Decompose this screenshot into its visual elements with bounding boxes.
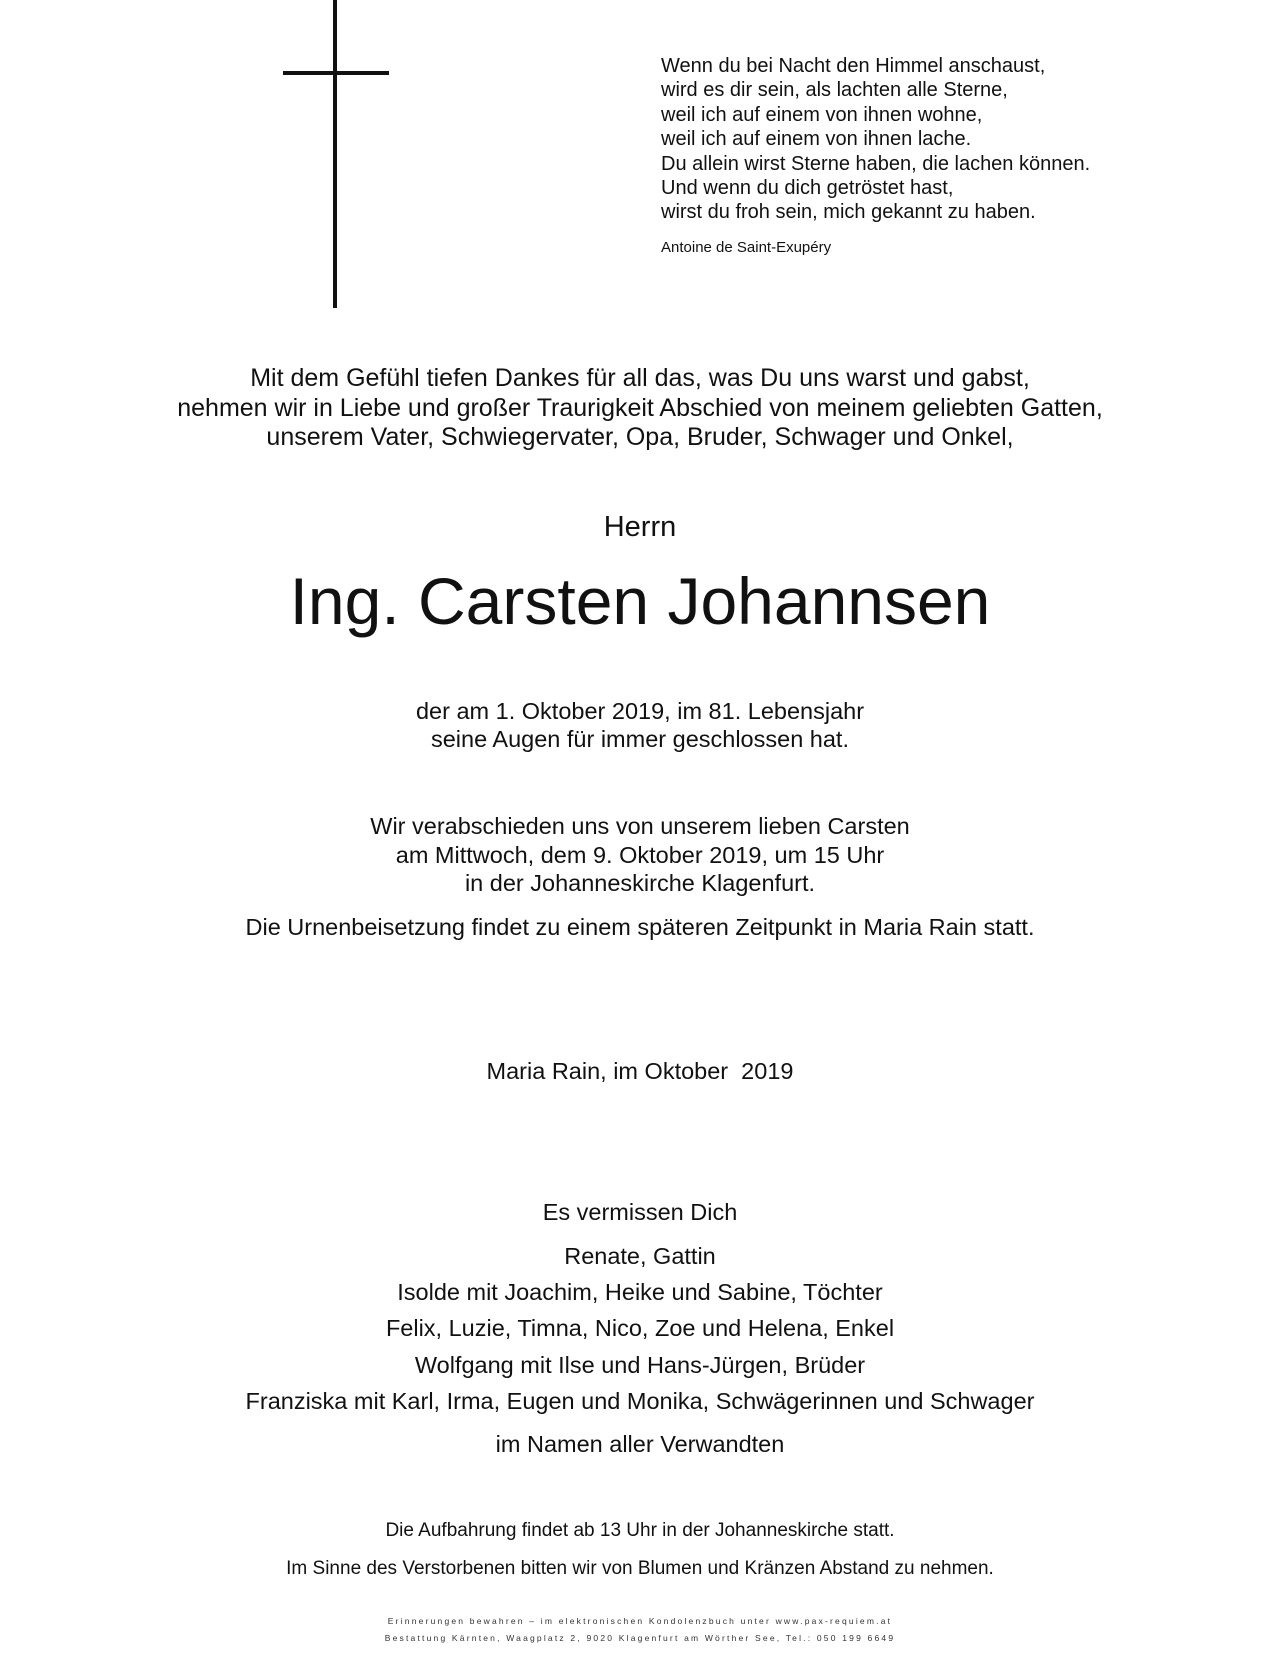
poem-line: weil ich auf einem von ihnen wohne, bbox=[661, 103, 983, 126]
poem-line: Und wenn du dich getröstet hast, bbox=[661, 177, 954, 200]
place-date: Maria Rain, im Oktober 2019 bbox=[486, 1058, 794, 1084]
poem-line: Du allein wirst Sterne haben, die lachen können. bbox=[661, 152, 1091, 175]
cross-icon-horizontal bbox=[283, 71, 389, 75]
missed-heading: Es vermissen Dich bbox=[542, 1199, 738, 1225]
intro-line: unserem Vater, Schwiegervater, Opa, Bruder, Schwager und Onkel, bbox=[266, 423, 1014, 451]
mourner-item: Wolfgang mit Ilse und Hans-Jürgen, Brüder bbox=[414, 1351, 866, 1378]
farewell-line: am Mittwoch, dem 9. Oktober 2019, um 15 Uhr bbox=[395, 841, 885, 868]
footer-line: Erinnerungen bewahren – im elektronischen Kondolenzbuch unter www.pax-requiem.at bbox=[387, 1616, 893, 1626]
footer bbox=[0, 1613, 1280, 1647]
farewell-line: in der Johanneskirche Klagenfurt. bbox=[464, 870, 816, 896]
poem-line: weil ich auf einem von ihnen lache. bbox=[661, 128, 972, 151]
poem-author: Antoine de Saint-Exupéry bbox=[661, 238, 832, 256]
farewell-line: Wir verabschieden uns von unserem lieben Carsten bbox=[370, 813, 910, 839]
note-line: Die Aufbahrung findet ab 13 Uhr in der Johanneskirche statt. bbox=[385, 1520, 895, 1541]
farewell-info bbox=[0, 812, 1280, 898]
mourner-item: Renate, Gattin bbox=[564, 1243, 716, 1269]
salutation: Herrn bbox=[603, 511, 677, 543]
urn-burial-info: Die Urnenbeisetzung findet zu einem späteren Zeitpunkt in Maria Rain statt. bbox=[245, 914, 1035, 940]
mourner-item: Isolde mit Joachim, Heike und Sabine, Töchter bbox=[397, 1279, 883, 1306]
death-line: der am 1. Oktober 2019, im 81. Lebensjahr bbox=[415, 698, 865, 724]
death-info bbox=[0, 697, 1280, 753]
notes bbox=[0, 1512, 1280, 1588]
intro-text bbox=[0, 364, 1280, 453]
mourner-item: Felix, Luzie, Timna, Nico, Zoe und Helena, Enkel bbox=[385, 1315, 895, 1342]
intro-line: Mit dem Gefühl tiefen Dankes für all das, was Du uns warst und gabst, bbox=[250, 364, 1030, 392]
death-line: seine Augen für immer geschlossen hat. bbox=[430, 726, 849, 752]
note-line: Im Sinne des Verstorbenen bitten wir von Blumen und Kränzen Abstand zu nehmen. bbox=[286, 1558, 994, 1579]
poem-line: Wenn du bei Nacht den Himmel anschaust, bbox=[661, 55, 1046, 77]
deceased-name: Ing. Carsten Johannsen bbox=[289, 564, 991, 638]
intro-line: nehmen wir in Liebe und großer Traurigkeit Abschied von meinem geliebten Gatten, bbox=[177, 393, 1103, 422]
relatives-line: im Namen aller Verwandten bbox=[495, 1431, 785, 1457]
poem-line: wirst du froh sein, mich gekannt zu haben. bbox=[661, 201, 1036, 224]
poem-line: wird es dir sein, als lachten alle Sterne, bbox=[661, 79, 1008, 102]
poem-block bbox=[661, 54, 1221, 256]
footer-line: Bestattung Kärnten, Waagplatz 2, 9020 Klagenfurt am Wörther See, Tel.: 050 199 6649 bbox=[384, 1633, 896, 1643]
cross-icon-vertical bbox=[333, 0, 337, 308]
mourners-list bbox=[0, 1238, 1280, 1419]
mourner-item: Franziska mit Karl, Irma, Eugen und Monika, Schwägerinnen und Schwager bbox=[245, 1387, 1035, 1414]
